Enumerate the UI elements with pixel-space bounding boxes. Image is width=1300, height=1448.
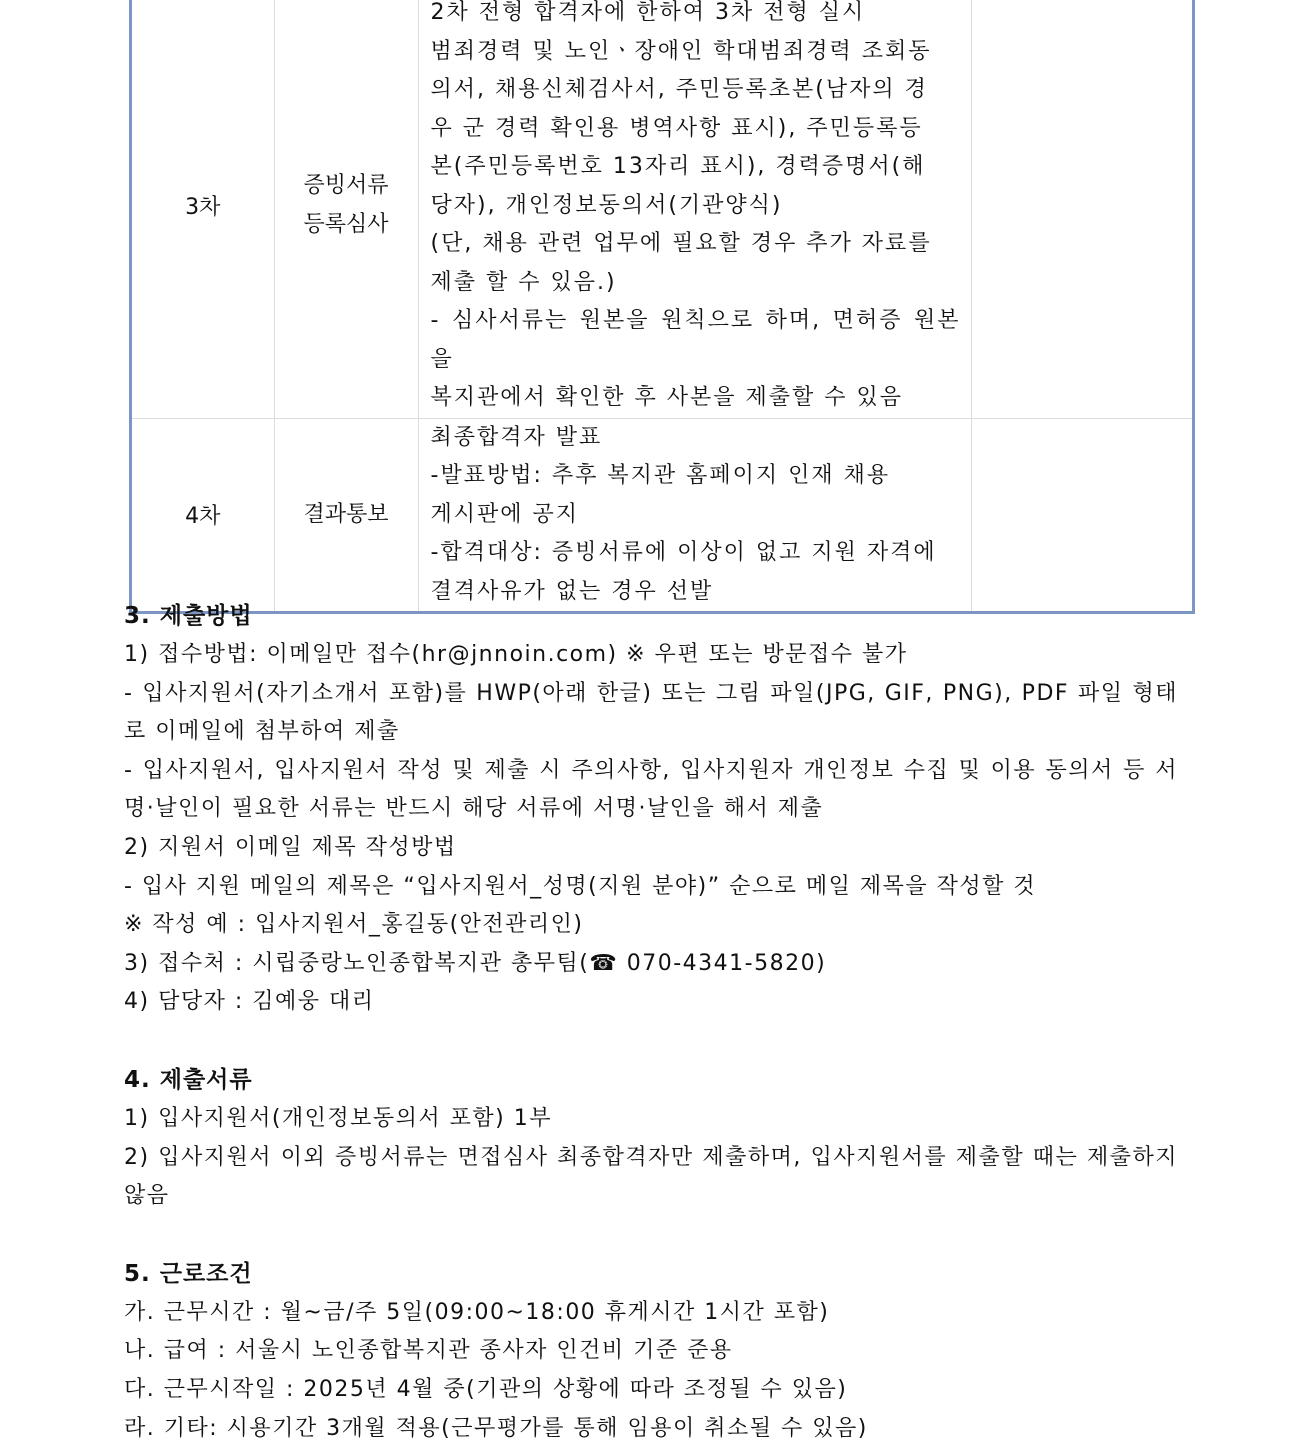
- content-line: 우 군 경력 확인용 병역사항 표시), 주민등록등: [430, 115, 923, 141]
- paragraph: 2) 지원서 이메일 제목 작성방법: [124, 834, 457, 860]
- table-row: [132, 0, 1192, 418]
- screening-table: [129, 0, 1195, 614]
- paragraph: - 입사지원서, 입사지원서 작성 및 제출 시 주의사항, 입사지원자 개인정보 수집 및 이용 동의서 등 서명·날인이 필요한 서류는 반드시 해당 서류에 서명·날인을 해서 제출: [124, 757, 1178, 822]
- paragraph: 나. 급여 : 서울시 노인종합복지관 종사자 인건비 기준 준용: [124, 1338, 733, 1364]
- content-line: 본(주민등록번호 13자리 표시), 경력증명서(해: [430, 154, 926, 179]
- content-line: -합격대상: 증빙서류에 이상이 없고 지원 자격에: [430, 540, 937, 565]
- step-name-line: 결과통보: [303, 501, 389, 527]
- paragraph: 2) 입사지원서 이외 증빙서류는 면접심사 최종합격자만 제출하며, 입사지원서를 제출할 때는 제출하지 않음: [124, 1144, 1178, 1209]
- step-name-cell: [274, 418, 418, 611]
- paragraph: 3) 접수처 : 시립중랑노인종합복지관 총무팀(☎ 070-4341-5820): [124, 950, 827, 976]
- section-submission-method: [124, 596, 1178, 1022]
- paragraph: - 입사지원서(자기소개서 포함)를 HWP(아래 한글) 또는 그림 파일(JPG, GIF, PNG), PDF 파일 형태로 이메일에 첨부하여 제출: [124, 680, 1178, 745]
- stage-cell: 3차: [132, 0, 274, 418]
- paragraph: 다. 근무시작일 : 2025년 4월 중(기관의 상황에 따라 조정될 수 있음): [124, 1376, 848, 1402]
- content-line: - 심사서류는 원본을 원칙으로 하며, 면허증 원본을: [430, 308, 961, 372]
- paragraph: 4) 담당자 : 김예웅 대리: [124, 989, 375, 1015]
- paragraph: - 입사 지원 메일의 제목은 “입사지원서_성명(지원 분야)” 순으로 메일 제목을 작성할 것: [124, 873, 1037, 899]
- step-name-line: 등록심사: [303, 211, 389, 237]
- paragraph: ※ 작성 예 : 입사지원서_홍길동(안전관리인): [124, 912, 584, 938]
- content-line: 최종합격자 발표: [430, 424, 603, 450]
- note-cell: [971, 418, 1192, 611]
- paragraph: 1) 입사지원서(개인정보동의서 포함) 1부: [124, 1105, 553, 1131]
- step-content-cell: [418, 418, 971, 611]
- step-name-cell: [274, 0, 418, 418]
- content-line: 의서, 채용신체검사서, 주민등록초본(남자의 경: [430, 77, 928, 102]
- section-required-documents: [124, 1060, 1178, 1216]
- content-line: 당자), 개인정보동의서(기관양식): [430, 192, 783, 218]
- document-body: [124, 596, 1178, 1448]
- stage-cell: 4차: [132, 418, 274, 611]
- table-row: [132, 418, 1192, 611]
- paragraph: 1) 접수방법: 이메일만 접수(hr@jnnoin.com) ※ 우편 또는 방문접수 불가: [124, 642, 908, 667]
- content-line: 범죄경력 및 노인ㆍ장애인 학대범죄경력 조회동: [430, 38, 932, 64]
- content-line: 복지관에서 확인한 후 사본을 제출할 수 있음: [430, 385, 903, 410]
- step-content-cell: [418, 0, 971, 418]
- step-name-line: 증빙서류: [303, 173, 389, 199]
- content-line: -발표방법: 추후 복지관 홈페이지 인재 채용: [430, 463, 891, 488]
- content-line: 결격사유가 없는 경우 선발: [430, 578, 714, 604]
- paragraph: 라. 기타: 시용기간 3개월 적용(근무평가를 통해 임용이 취소될 수 있음): [124, 1415, 868, 1441]
- content-line: 2차 전형 합격자에 한하여 3차 전형 실시: [430, 0, 866, 25]
- content-line: 게시판에 공지: [430, 501, 580, 527]
- paragraph: 가. 근무시간 : 월~금/주 5일(09:00~18:00 휴게시간 1시간 포함): [124, 1299, 830, 1325]
- content-line: (단, 채용 관련 업무에 필요할 경우 추가 자료를: [430, 231, 932, 256]
- section-heading: 5. 근로조건: [124, 1260, 253, 1287]
- section-heading: 4. 제출서류: [124, 1066, 253, 1093]
- content-line: 제출 할 수 있음.): [430, 269, 617, 295]
- section-heading: 3. 제출방법: [124, 603, 253, 629]
- note-cell: [971, 0, 1192, 418]
- section-working-conditions: [124, 1254, 1178, 1448]
